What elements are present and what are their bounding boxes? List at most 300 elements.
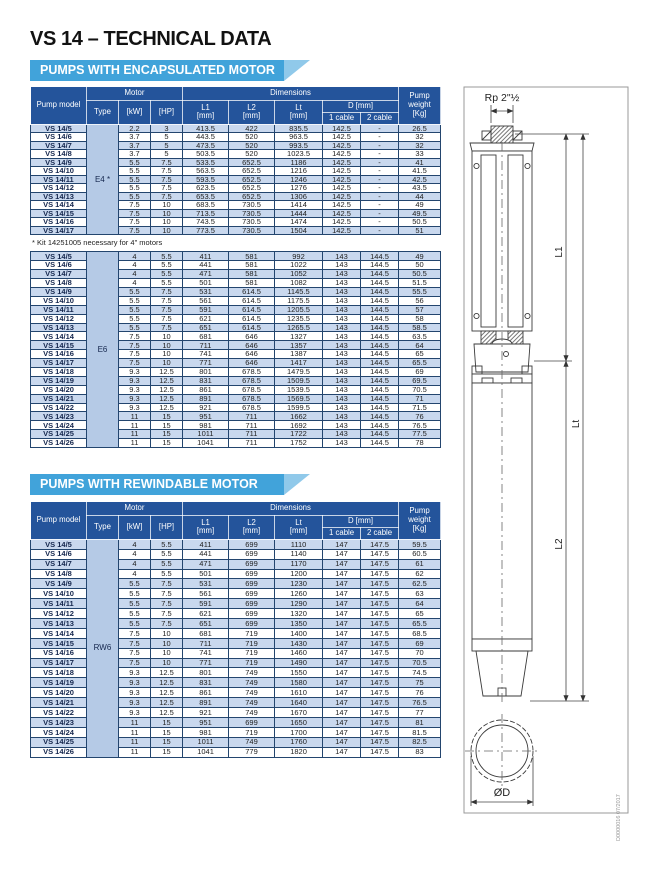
hp-header: [HP] xyxy=(151,101,183,125)
value-cell: 11 xyxy=(119,717,151,727)
value-cell: 69 xyxy=(399,638,441,648)
value-cell: 651 xyxy=(183,323,229,332)
value-cell: 83 xyxy=(399,747,441,757)
value-cell: 147.5 xyxy=(361,747,399,757)
value-cell: 773.5 xyxy=(183,226,229,235)
value-cell: 5.5 xyxy=(151,539,183,549)
value-cell: 5.5 xyxy=(119,287,151,296)
value-cell: 142.5 xyxy=(323,184,361,193)
value-cell: 69 xyxy=(399,367,441,376)
value-cell: 144.5 xyxy=(361,287,399,296)
value-cell: 147.5 xyxy=(361,559,399,569)
pump-model-cell: VS 14/13 xyxy=(31,619,87,629)
value-cell: 992 xyxy=(275,252,323,261)
value-cell: 730.5 xyxy=(229,201,275,210)
value-cell: 1539.5 xyxy=(275,385,323,394)
value-cell: 147 xyxy=(323,717,361,727)
value-cell: 7.5 xyxy=(151,192,183,201)
value-cell: 147 xyxy=(323,559,361,569)
value-cell: 501 xyxy=(183,279,229,288)
value-cell: 7.5 xyxy=(119,341,151,350)
value-cell: 143 xyxy=(323,296,361,305)
value-cell: 5.5 xyxy=(119,175,151,184)
value-cell: 144.5 xyxy=(361,261,399,270)
value-cell: 147 xyxy=(323,628,361,638)
motor-type-cell: E4 * xyxy=(87,124,119,235)
value-cell: 15 xyxy=(151,737,183,747)
lt-label: Lt xyxy=(295,102,302,112)
pump-model-cell: VS 14/10 xyxy=(31,167,87,176)
value-cell: 621 xyxy=(183,314,229,323)
value-cell: 593.5 xyxy=(183,175,229,184)
value-cell: 7.5 xyxy=(119,648,151,658)
value-cell: 1175.5 xyxy=(275,296,323,305)
value-cell: 15 xyxy=(151,430,183,439)
value-cell: 144.5 xyxy=(361,341,399,350)
value-cell: 142.5 xyxy=(323,141,361,150)
motor-group-header: Motor xyxy=(87,502,183,516)
value-cell: 77 xyxy=(399,708,441,718)
value-cell: 7.5 xyxy=(151,167,183,176)
value-cell: 963.5 xyxy=(275,133,323,142)
value-cell: 861 xyxy=(183,385,229,394)
value-cell: 147.5 xyxy=(361,727,399,737)
pump-weight-label: Pump weight xyxy=(408,91,431,109)
section-banner-encapsulated xyxy=(30,60,284,81)
value-cell: 147 xyxy=(323,698,361,708)
pump-model-cell: VS 14/17 xyxy=(31,226,87,235)
value-cell: 147.5 xyxy=(361,717,399,727)
pump-model-cell: VS 14/24 xyxy=(31,727,87,737)
value-cell: 1265.5 xyxy=(275,323,323,332)
value-cell: 653.5 xyxy=(183,192,229,201)
value-cell: 614.5 xyxy=(229,287,275,296)
value-cell: 861 xyxy=(183,688,229,698)
value-cell: 50.5 xyxy=(399,218,441,227)
value-cell: 147 xyxy=(323,688,361,698)
value-cell: 831 xyxy=(183,376,229,385)
value-cell: 10 xyxy=(151,209,183,218)
pump-model-cell: VS 14/6 xyxy=(31,133,87,142)
value-cell: 15 xyxy=(151,421,183,430)
value-cell: 76 xyxy=(399,412,441,421)
table-header xyxy=(31,502,441,540)
pump-model-cell: VS 14/5 xyxy=(31,539,87,549)
pump-model-cell: VS 14/9 xyxy=(31,579,87,589)
value-cell: 951 xyxy=(183,717,229,727)
value-cell: 749 xyxy=(229,678,275,688)
value-cell: 681 xyxy=(183,332,229,341)
section-banner-label: PUMPS WITH ENCAPSULATED MOTOR xyxy=(40,63,275,77)
value-cell: 719 xyxy=(229,648,275,658)
value-cell: 15 xyxy=(151,412,183,421)
pump-dimension-drawing xyxy=(455,84,663,864)
value-cell: 5.5 xyxy=(119,296,151,305)
value-cell: 4 xyxy=(119,279,151,288)
value-cell: 581 xyxy=(229,270,275,279)
pump-model-cell: VS 14/9 xyxy=(31,158,87,167)
value-cell: 1140 xyxy=(275,549,323,559)
value-cell: 147.5 xyxy=(361,648,399,658)
lt-dim-label: Lt xyxy=(571,419,582,429)
value-cell: 1290 xyxy=(275,599,323,609)
value-cell: 591 xyxy=(183,305,229,314)
value-cell: 41 xyxy=(399,158,441,167)
pump-model-cell: VS 14/5 xyxy=(31,124,87,133)
value-cell: 591 xyxy=(183,599,229,609)
value-cell: 9.3 xyxy=(119,668,151,678)
value-cell: 981 xyxy=(183,727,229,737)
value-cell: 9.3 xyxy=(119,708,151,718)
value-cell: 1722 xyxy=(275,430,323,439)
pump-model-cell: VS 14/12 xyxy=(31,314,87,323)
value-cell: 749 xyxy=(229,737,275,747)
value-cell: 699 xyxy=(229,579,275,589)
value-cell: 1082 xyxy=(275,279,323,288)
value-cell: 413.5 xyxy=(183,124,229,133)
value-cell: 68.5 xyxy=(399,628,441,638)
value-cell: - xyxy=(361,175,399,184)
value-cell: 3.7 xyxy=(119,141,151,150)
discharge-thread xyxy=(491,126,513,143)
value-cell: 10 xyxy=(151,350,183,359)
value-cell: 646 xyxy=(229,359,275,368)
value-cell: 75 xyxy=(399,678,441,688)
value-cell: 1569.5 xyxy=(275,394,323,403)
value-cell: 5 xyxy=(151,150,183,159)
value-cell: 699 xyxy=(229,559,275,569)
cable2-header: 2 cable xyxy=(361,112,399,124)
pump-model-cell: VS 14/14 xyxy=(31,628,87,638)
value-cell: 143 xyxy=(323,367,361,376)
value-cell: 32 xyxy=(399,141,441,150)
table-header xyxy=(31,87,441,125)
value-cell: 699 xyxy=(229,619,275,629)
value-cell: 147 xyxy=(323,609,361,619)
motor-type-cell: E6 xyxy=(87,252,119,448)
value-cell: 4 xyxy=(119,569,151,579)
value-cell: 5.5 xyxy=(151,549,183,559)
value-cell: 1200 xyxy=(275,569,323,579)
value-cell: 713.5 xyxy=(183,209,229,218)
value-cell: 147 xyxy=(323,727,361,737)
value-cell: 63.5 xyxy=(399,332,441,341)
value-cell: 1610 xyxy=(275,688,323,698)
d-group-header: D [mm] xyxy=(323,516,399,528)
pump-model-header: Pump model xyxy=(31,502,87,540)
value-cell: 3.7 xyxy=(119,150,151,159)
value-cell: 730.5 xyxy=(229,218,275,227)
value-cell: 9.3 xyxy=(119,394,151,403)
value-cell: 678.5 xyxy=(229,385,275,394)
value-cell: 503.5 xyxy=(183,150,229,159)
value-cell: 411 xyxy=(183,539,229,549)
value-cell: 147.5 xyxy=(361,638,399,648)
l2-unit: [mm] xyxy=(242,526,261,536)
l2-header xyxy=(229,101,275,125)
value-cell: 1820 xyxy=(275,747,323,757)
value-cell: 49.5 xyxy=(399,209,441,218)
value-cell: 1474 xyxy=(275,218,323,227)
value-cell: 1650 xyxy=(275,717,323,727)
table-row xyxy=(31,252,441,261)
value-cell: 1444 xyxy=(275,209,323,218)
value-cell: 1700 xyxy=(275,727,323,737)
value-cell: 49 xyxy=(399,201,441,210)
lt-label: Lt xyxy=(295,517,302,527)
pump-model-cell: VS 14/12 xyxy=(31,184,87,193)
value-cell: 82.5 xyxy=(399,737,441,747)
pump-model-cell: VS 14/20 xyxy=(31,385,87,394)
value-cell: 835.5 xyxy=(275,124,323,133)
value-cell: 7.5 xyxy=(151,323,183,332)
value-cell: 15 xyxy=(151,727,183,737)
value-cell: 651 xyxy=(183,619,229,629)
value-cell: 147.5 xyxy=(361,688,399,698)
l2-label: L2 xyxy=(247,517,256,527)
value-cell: 1760 xyxy=(275,737,323,747)
value-cell: 749 xyxy=(229,698,275,708)
value-cell: 5.5 xyxy=(119,579,151,589)
value-cell: 12.5 xyxy=(151,698,183,708)
banner-tail-shape xyxy=(284,474,310,495)
value-cell: 4 xyxy=(119,549,151,559)
value-cell: 147.5 xyxy=(361,599,399,609)
pump-model-cell: VS 14/8 xyxy=(31,279,87,288)
value-cell: 144.5 xyxy=(361,305,399,314)
value-cell: 1599.5 xyxy=(275,403,323,412)
value-cell: 74.5 xyxy=(399,668,441,678)
pump-weight-unit: [Kg] xyxy=(412,108,427,118)
value-cell: 614.5 xyxy=(229,323,275,332)
value-cell: 7.5 xyxy=(119,226,151,235)
cable1-header: 1 cable xyxy=(323,527,361,539)
value-cell: 62 xyxy=(399,569,441,579)
value-cell: 42.5 xyxy=(399,175,441,184)
value-cell: 144.5 xyxy=(361,350,399,359)
value-cell: 561 xyxy=(183,296,229,305)
value-cell: 699 xyxy=(229,717,275,727)
value-cell: 5.5 xyxy=(119,184,151,193)
value-cell: 801 xyxy=(183,367,229,376)
value-cell: 501 xyxy=(183,569,229,579)
value-cell: 143 xyxy=(323,323,361,332)
pump-model-cell: VS 14/11 xyxy=(31,305,87,314)
value-cell: 142.5 xyxy=(323,192,361,201)
value-cell: 981 xyxy=(183,421,229,430)
value-cell: 581 xyxy=(229,252,275,261)
value-cell: 3 xyxy=(151,124,183,133)
type-header: Type xyxy=(87,101,119,125)
value-cell: 441 xyxy=(183,261,229,270)
value-cell: 143 xyxy=(323,305,361,314)
value-cell: 142.5 xyxy=(323,218,361,227)
page-title: VS 14 – TECHNICAL DATA xyxy=(30,28,272,50)
value-cell: 10 xyxy=(151,628,183,638)
value-cell: 7.5 xyxy=(119,350,151,359)
pump-weight-header xyxy=(399,87,441,125)
value-cell: 1041 xyxy=(183,747,229,757)
pump-model-cell: VS 14/15 xyxy=(31,638,87,648)
value-cell: 144.5 xyxy=(361,252,399,261)
value-cell: 993.5 xyxy=(275,141,323,150)
pump-model-cell: VS 14/19 xyxy=(31,678,87,688)
value-cell: 681 xyxy=(183,628,229,638)
value-cell: 1490 xyxy=(275,658,323,668)
value-cell: 143 xyxy=(323,314,361,323)
value-cell: 4 xyxy=(119,539,151,549)
pump-model-cell: VS 14/18 xyxy=(31,668,87,678)
value-cell: 50.5 xyxy=(399,270,441,279)
value-cell: 1230 xyxy=(275,579,323,589)
value-cell: 49 xyxy=(399,252,441,261)
value-cell: 5.5 xyxy=(119,599,151,609)
value-cell: 1216 xyxy=(275,167,323,176)
value-cell: 5 xyxy=(151,141,183,150)
pump-model-cell: VS 14/10 xyxy=(31,296,87,305)
value-cell: 143 xyxy=(323,376,361,385)
value-cell: 7.5 xyxy=(119,638,151,648)
value-cell: 1640 xyxy=(275,698,323,708)
pump-model-cell: VS 14/25 xyxy=(31,430,87,439)
value-cell: 144.5 xyxy=(361,296,399,305)
value-cell: 143 xyxy=(323,350,361,359)
value-cell: 5.5 xyxy=(119,192,151,201)
l1-label: L1 xyxy=(201,517,210,527)
value-cell: 10 xyxy=(151,218,183,227)
value-cell: 12.5 xyxy=(151,668,183,678)
pump-model-cell: VS 14/24 xyxy=(31,421,87,430)
value-cell: 1550 xyxy=(275,668,323,678)
value-cell: 11 xyxy=(119,747,151,757)
pump-model-cell: VS 14/23 xyxy=(31,412,87,421)
value-cell: 1662 xyxy=(275,412,323,421)
value-cell: 11 xyxy=(119,421,151,430)
l2-unit: [mm] xyxy=(242,111,261,121)
value-cell: 143 xyxy=(323,359,361,368)
value-cell: - xyxy=(361,167,399,176)
value-cell: 1011 xyxy=(183,737,229,747)
value-cell: - xyxy=(361,158,399,167)
value-cell: 5.5 xyxy=(119,589,151,599)
value-cell: 147.5 xyxy=(361,609,399,619)
value-cell: 70.5 xyxy=(399,385,441,394)
section-banner-label: PUMPS WITH REWINDABLE MOTOR xyxy=(40,477,258,491)
value-cell: 12.5 xyxy=(151,403,183,412)
value-cell: 147 xyxy=(323,599,361,609)
value-cell: 143 xyxy=(323,421,361,430)
value-cell: 652.5 xyxy=(229,192,275,201)
value-cell: 147 xyxy=(323,549,361,559)
value-cell: 58 xyxy=(399,314,441,323)
value-cell: 12.5 xyxy=(151,394,183,403)
value-cell: 10 xyxy=(151,226,183,235)
value-cell: 5.5 xyxy=(151,270,183,279)
value-cell: - xyxy=(361,141,399,150)
kw-header: [kW] xyxy=(119,101,151,125)
value-cell: 81.5 xyxy=(399,727,441,737)
value-cell: 142.5 xyxy=(323,158,361,167)
value-cell: - xyxy=(361,184,399,193)
value-cell: 9.3 xyxy=(119,376,151,385)
l1-dim-label: L1 xyxy=(554,246,565,258)
value-cell: 1011 xyxy=(183,430,229,439)
value-cell: 11 xyxy=(119,430,151,439)
lt-unit: [mm] xyxy=(289,526,308,536)
value-cell: 563.5 xyxy=(183,167,229,176)
value-cell: 11 xyxy=(119,737,151,747)
value-cell: 147.5 xyxy=(361,589,399,599)
pump-model-cell: VS 14/5 xyxy=(31,252,87,261)
value-cell: 57 xyxy=(399,305,441,314)
value-cell: - xyxy=(361,226,399,235)
value-cell: 12.5 xyxy=(151,678,183,688)
pump-model-cell: VS 14/16 xyxy=(31,350,87,359)
value-cell: 5.5 xyxy=(119,323,151,332)
pump-model-cell: VS 14/15 xyxy=(31,341,87,350)
value-cell: 7.5 xyxy=(151,609,183,619)
pump-model-cell: VS 14/10 xyxy=(31,589,87,599)
value-cell: 531 xyxy=(183,579,229,589)
pump-model-cell: VS 14/7 xyxy=(31,559,87,569)
pump-model-cell: VS 14/7 xyxy=(31,141,87,150)
value-cell: 144.5 xyxy=(361,376,399,385)
value-cell: 719 xyxy=(229,727,275,737)
value-cell: 1235.5 xyxy=(275,314,323,323)
value-cell: 719 xyxy=(229,628,275,638)
pump-model-cell: VS 14/14 xyxy=(31,332,87,341)
value-cell: 147 xyxy=(323,658,361,668)
pump-model-cell: VS 14/15 xyxy=(31,209,87,218)
value-cell: 147 xyxy=(323,579,361,589)
value-cell: 147 xyxy=(323,668,361,678)
value-cell: 11 xyxy=(119,412,151,421)
value-cell: 76.5 xyxy=(399,698,441,708)
value-cell: 142.5 xyxy=(323,124,361,133)
value-cell: 7.5 xyxy=(119,332,151,341)
d-group-header: D [mm] xyxy=(323,101,399,113)
value-cell: 3.7 xyxy=(119,133,151,142)
diameter-dim-label: ØD xyxy=(493,787,511,799)
value-cell: 144.5 xyxy=(361,359,399,368)
value-cell: 7.5 xyxy=(151,184,183,193)
value-cell: 10 xyxy=(151,658,183,668)
value-cell: 55.5 xyxy=(399,287,441,296)
value-cell: 142.5 xyxy=(323,167,361,176)
value-cell: 143 xyxy=(323,430,361,439)
value-cell: 143 xyxy=(323,279,361,288)
value-cell: 64 xyxy=(399,599,441,609)
value-cell: 143 xyxy=(323,341,361,350)
value-cell: 9.3 xyxy=(119,385,151,394)
value-cell: 520 xyxy=(229,133,275,142)
value-cell: 71 xyxy=(399,394,441,403)
value-cell: 7.5 xyxy=(151,287,183,296)
value-cell: 771 xyxy=(183,359,229,368)
value-cell: 652.5 xyxy=(229,167,275,176)
value-cell: - xyxy=(361,218,399,227)
value-cell: - xyxy=(361,201,399,210)
value-cell: 771 xyxy=(183,658,229,668)
value-cell: 1327 xyxy=(275,332,323,341)
value-cell: 646 xyxy=(229,341,275,350)
value-cell: 441 xyxy=(183,549,229,559)
value-cell: 1479.5 xyxy=(275,367,323,376)
value-cell: 7.5 xyxy=(119,628,151,638)
value-cell: 699 xyxy=(229,599,275,609)
value-cell: 12.5 xyxy=(151,376,183,385)
value-cell: 9.3 xyxy=(119,367,151,376)
